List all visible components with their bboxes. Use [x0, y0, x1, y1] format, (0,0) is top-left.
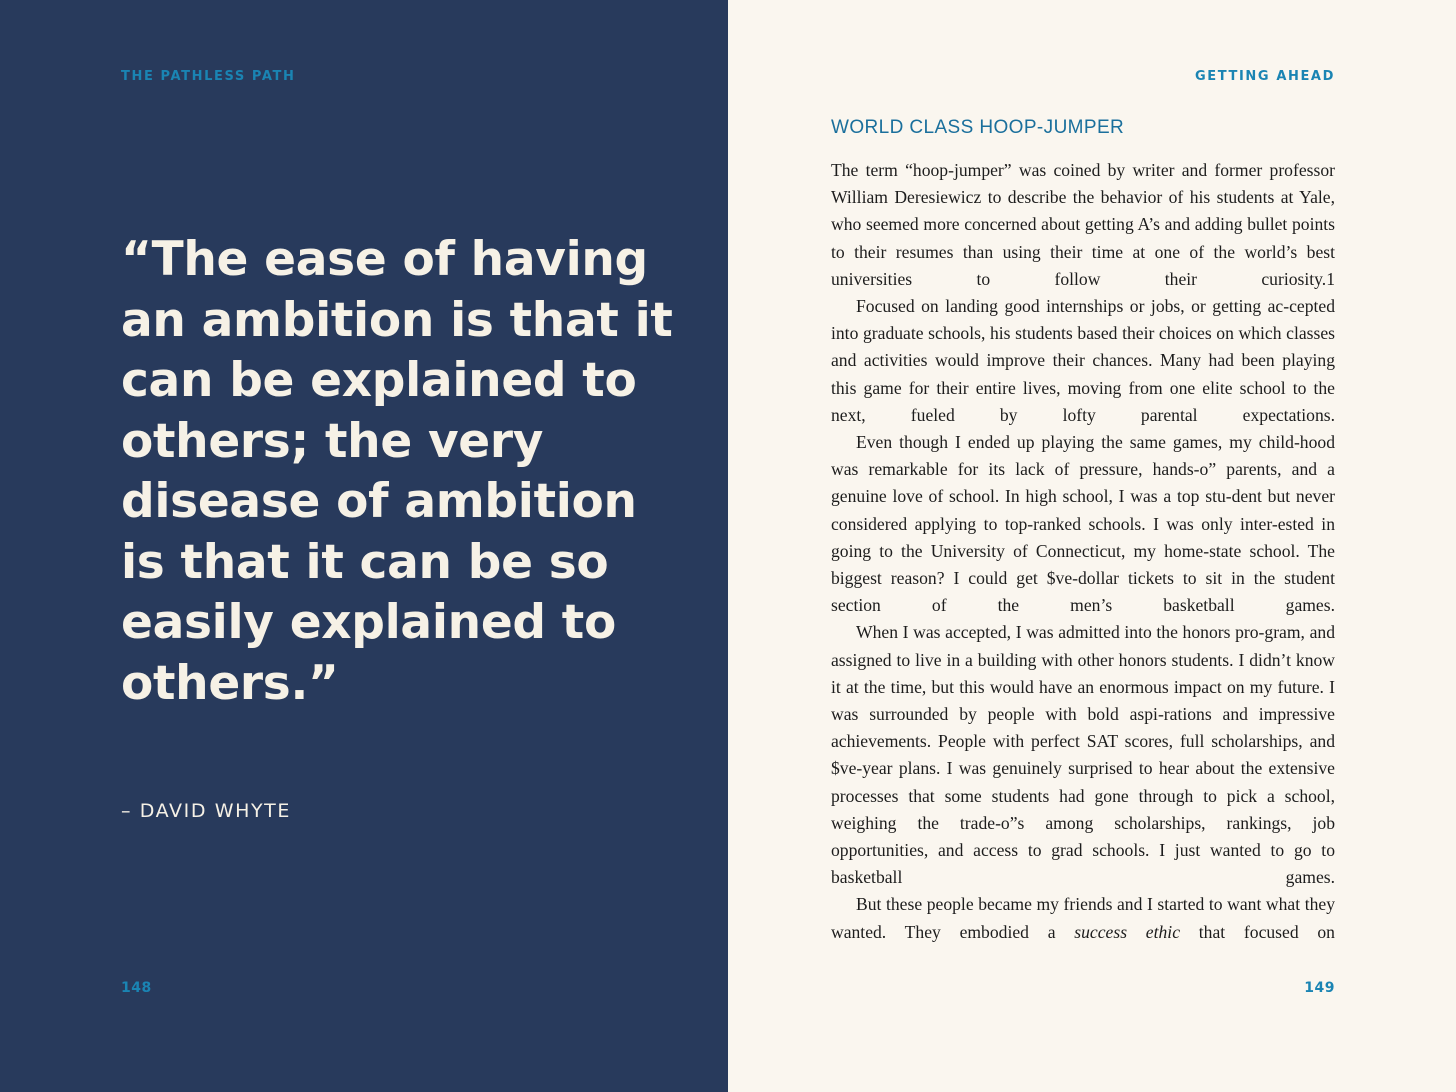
paragraph: Focused on landing good internships or jobs, or getting ac-cepted into graduate schools, his students based their choices on which classes and activities would improve their chances. Many had been playing this game for their entire lives, moving from one elite school to the next, fueled by lofty parental expectations. [831, 296, 1335, 425]
paragraph: Even though I ended up playing the same games, my child-hood was remarkable for its lack of pressure, hands-o” parents, and a genuine love of school. In high school, I was a top stu-dent but never considered applying to top-ranked schools. I was only inter-ested in going to the University of Connecticut, my home-state school. The biggest reason? I could get $ve-dollar tickets to sit in the student section of the men’s basketball games. [831, 432, 1335, 616]
paragraph-final [831, 891, 1335, 945]
body-text [831, 157, 1335, 946]
section-title: WORLD CLASS HOOP-JUMPER [831, 117, 1125, 138]
emphasized-phrase: success ethic [1074, 921, 1180, 942]
page-number-right: 149 [1304, 980, 1335, 996]
running-head-right: GETTING AHEAD [1195, 69, 1335, 84]
paragraph: The term “hoop-jumper” was coined by writer and former professor William Deresiewicz to describe the behavior of his students at Yale, who seemed more concerned about getting A’s and adding bullet points to their resumes than using their time at one of the world’s best universities to follow their curiosity.1 [831, 160, 1335, 289]
quote-attribution: – DAVID WHYTE [121, 800, 291, 822]
paragraph: When I was accepted, I was admitted into the honors pro-gram, and assigned to live in a building with other honors students. I didn’t know it at the time, but this would have an enormous impact on my future. I was surrounded by people with bold aspi-rations and impressive achievements. People with perfect SAT scores, full scholarships, and $ve-year plans. I was genuinely surprised to hear about the extensive processes that some students had gone through to pick a school, weighing the trade-o”s among scholarships, rankings, job opportunities, and access to grad schools. I just wanted to go to basketball games. [831, 622, 1335, 888]
page-number-left: 148 [121, 980, 152, 996]
right-page [728, 0, 1456, 1092]
pull-quote: “The ease of having an ambition is that it can be explained to others; the very disease of ambition is that it can be so easily explained to others.” [121, 232, 673, 711]
paragraph-text: But these people became my friends and I started to want what they wanted. They embodied a [831, 894, 1335, 942]
running-head-left: THE PATHLESS PATH [121, 69, 296, 84]
paragraph-text: that focused on [1180, 921, 1335, 942]
